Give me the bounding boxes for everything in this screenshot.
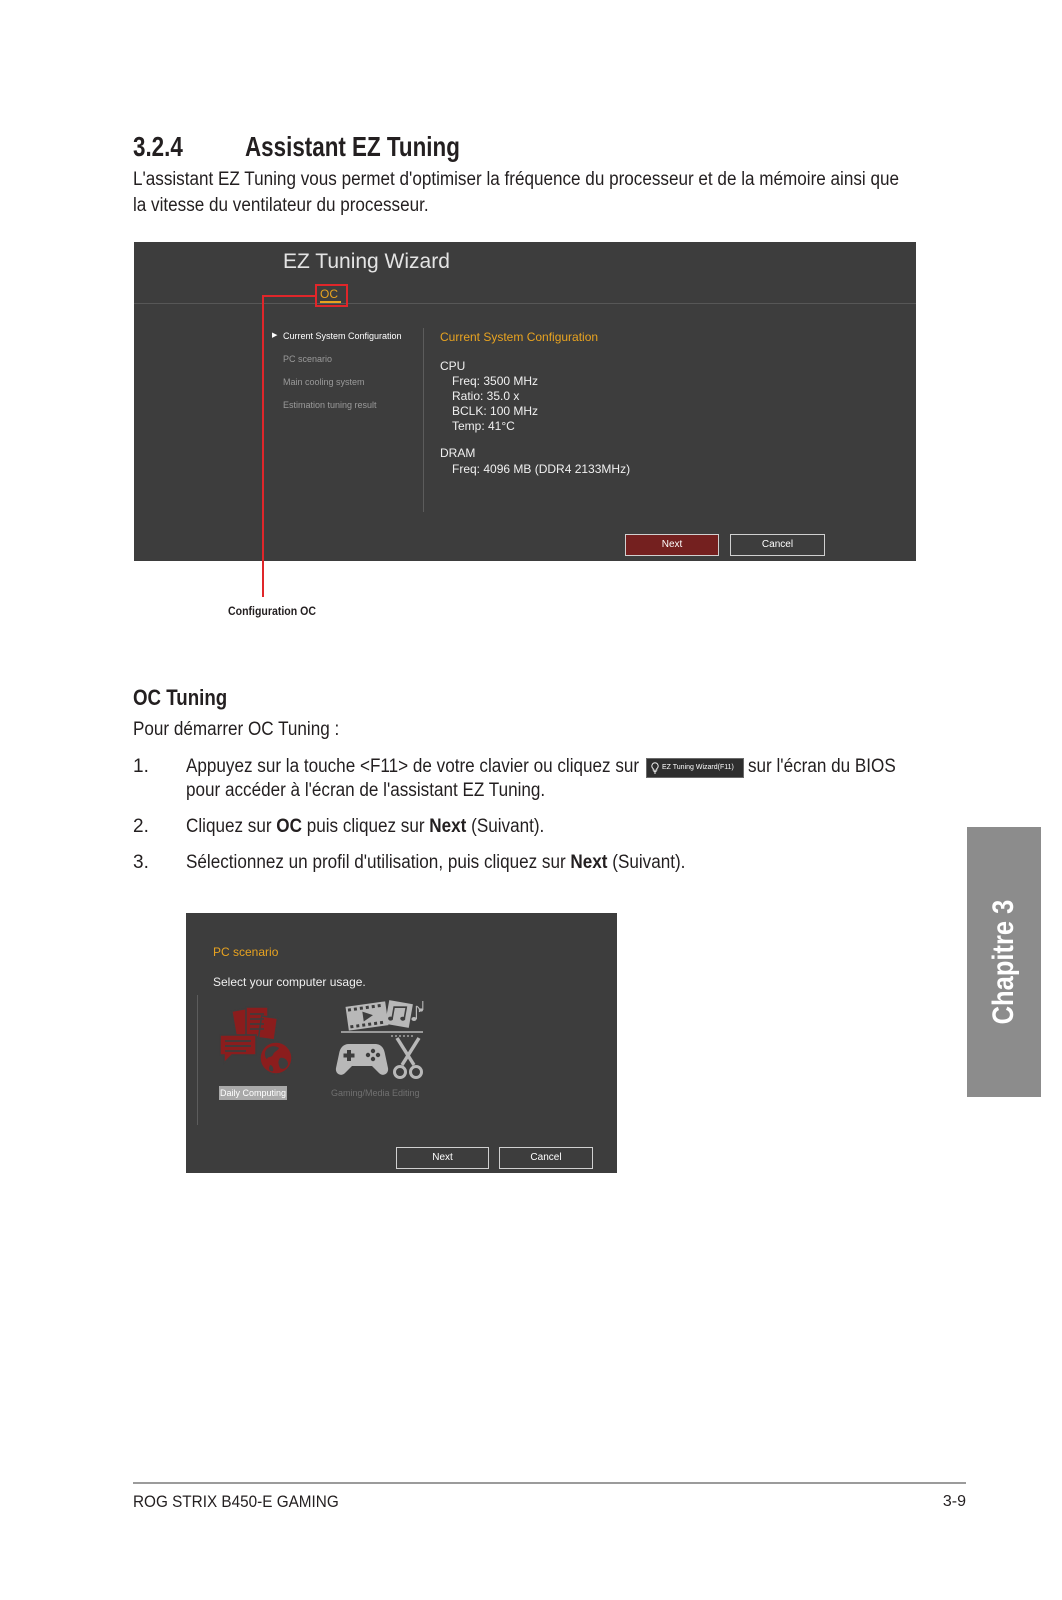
step-2-part: puis cliquez sur: [301, 816, 430, 837]
cancel-button: Cancel: [730, 534, 825, 556]
chapter-tab: [967, 827, 1041, 1097]
dram-label: DRAM: [440, 446, 476, 460]
music-notes-icon: [411, 1001, 423, 1021]
footer-product-name: ROG STRIX B450-E GAMING: [133, 1492, 339, 1511]
cpu-label: CPU: [440, 359, 466, 373]
panel-title: Current System Configuration: [440, 330, 599, 344]
music-sheet-icon: [385, 1000, 413, 1028]
callout-box: [315, 284, 348, 307]
cpu-temp: Temp: 41°C: [452, 419, 515, 433]
step-1-number: 1.: [133, 756, 149, 777]
step-1-text-after: sur l'écran du BIOS: [748, 756, 896, 777]
step-2-number: 2.: [133, 816, 149, 837]
nav-item-estimation-tuning-result: Estimation tuning result: [283, 400, 377, 410]
ez-tuning-wizard-screenshot: [134, 242, 916, 561]
film-strip-icon: [346, 1001, 389, 1030]
daily-computing-icon: [218, 1005, 294, 1077]
dram-freq: Freq: 4096 MB (DDR4 2133MHz): [452, 462, 631, 476]
intro-line-1: L'assistant EZ Tuning vous permet d'optimiser la fréquence du processeur et de la mémoire ainsi que: [133, 169, 899, 190]
scissors-icon: [395, 1038, 422, 1078]
step-2-part: (Suivant).: [466, 816, 545, 837]
tab-oc: OC: [320, 287, 338, 301]
option-gaming-media-editing: Gaming/Media Editing: [331, 1088, 420, 1098]
ez-tuning-wizard-button-image: [646, 758, 744, 778]
section-title: Assistant EZ Tuning: [245, 131, 460, 162]
callout-line-horizontal: [262, 295, 316, 297]
callout-label: Configuration OC: [228, 604, 316, 618]
step-3-part: Sélectionnez un profil d'utilisation, puis cliquez sur: [186, 852, 571, 873]
scenario-left-divider: [197, 995, 198, 1125]
scenario-next-button: Next: [396, 1147, 489, 1169]
wizard-title: EZ Tuning Wizard: [283, 250, 450, 273]
subsection-intro: Pour démarrer OC Tuning :: [133, 719, 340, 740]
nav-item-main-cooling-system: Main cooling system: [283, 377, 365, 387]
lightbulb-icon: [651, 762, 659, 774]
intro-line-2: la vitesse du ventilateur du processeur.: [133, 195, 429, 216]
cpu-details: [452, 374, 538, 434]
cpu-ratio: Ratio: 35.0 x: [452, 389, 520, 403]
scenario-cancel-button: Cancel: [499, 1147, 593, 1169]
footer-page-number: 3-9: [942, 1493, 966, 1510]
section-number: 3.2.4: [133, 131, 183, 162]
step-2-part: Cliquez sur: [186, 816, 277, 837]
step-3-text: [186, 852, 685, 874]
option-daily-computing: Daily Computing: [220, 1088, 287, 1098]
gamepad-icon: [336, 1044, 388, 1075]
wizard-header-divider: [134, 303, 916, 304]
pc-scenario-screenshot: [186, 913, 617, 1173]
nav-item-pc-scenario: PC scenario: [283, 354, 333, 364]
ez-tuning-wizard-button-label: EZ Tuning Wizard(F11): [662, 764, 734, 771]
nav-item-current-system-configuration: Current System Configuration: [283, 331, 402, 341]
subsection-heading: OC Tuning: [133, 685, 228, 710]
chapter-tab-label: Chapitre 3: [987, 899, 1020, 1025]
step-3-part: (Suivant).: [607, 852, 686, 873]
step-2-oc-keyword: OC: [276, 816, 302, 837]
cpu-freq: Freq: 3500 MHz: [452, 374, 539, 388]
nav-divider: [423, 328, 424, 512]
scenario-prompt: Select your computer usage.: [213, 975, 366, 989]
step-3-number: 3.: [133, 852, 149, 873]
step-1-text-before: Appuyez sur la touche <F11> de votre clavier ou cliquez sur: [186, 756, 640, 777]
speech-bubble: [220, 1035, 256, 1063]
next-button: Next: [625, 534, 719, 556]
footer-rule: [133, 1482, 966, 1484]
scenario-title: PC scenario: [213, 945, 279, 959]
gaming-media-editing-icon: [335, 998, 425, 1082]
step-3-next-keyword: Next: [570, 852, 608, 873]
step-2-next-keyword: Next: [429, 816, 467, 837]
cpu-bclk: BCLK: 100 MHz: [452, 404, 539, 418]
callout-line-vertical: [262, 295, 264, 597]
step-1-text-continuation: pour accéder à l'écran de l'assistant EZ Tuning.: [186, 780, 546, 801]
step-2-text: [186, 816, 544, 838]
active-nav-marker-icon: ▶: [272, 332, 278, 339]
